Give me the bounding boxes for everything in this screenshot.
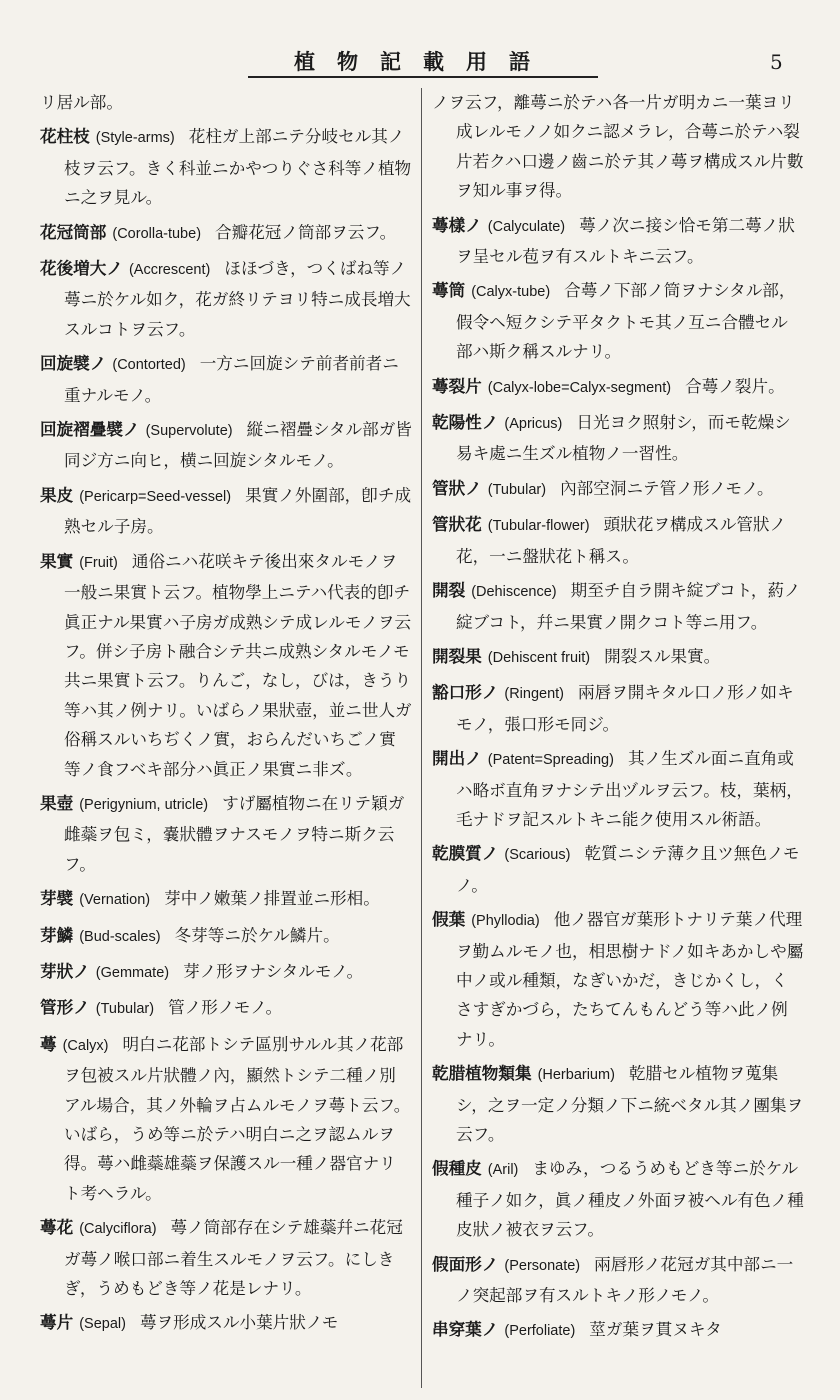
entry-term: 管狀花	[432, 514, 482, 535]
entry-definition: 蕚ノ次ニ接シ恰モ第二蕚ノ狀ヲ呈セル苞ヲ有スルトキニ云フ。	[456, 215, 795, 267]
entry-definition: 芽ノ形ヲナシタルモノ。	[183, 961, 364, 981]
entry-term: 假葉	[432, 909, 466, 930]
entry-term: 芽狀ノ	[40, 960, 90, 981]
glossary-entry	[432, 1059, 804, 1149]
entry-english: (Style-arms)	[95, 130, 175, 147]
entry-english: (Corolla-tube)	[112, 225, 202, 242]
entry-english: (Bud-scales)	[79, 928, 161, 945]
glossary-entry	[40, 993, 412, 1024]
entry-term: 乾腊植物類集	[432, 1063, 532, 1084]
page-number: 5	[770, 50, 783, 74]
entry-term: 蕚片	[40, 1312, 74, 1333]
entry-term: 管形ノ	[40, 997, 90, 1018]
entry-definition: ほほづき，つくばね等ノ蕚ニ於ケル如ク，花ガ終リテヨリ特ニ成長増大スルコトヲ云フ。	[64, 259, 411, 339]
entry-term: 開裂	[432, 580, 466, 601]
entry-term: 蕚筒	[432, 280, 466, 301]
entry-english: (Pericarp=Seed-vessel)	[79, 488, 232, 505]
entry-definition: 冬芽等ニ於ケル鱗片。	[174, 925, 340, 945]
entry-definition: 合蕚ノ下部ノ筒ヲナシタル部，假令ヘ短クシテ平タクトモ其ノ互ニ合體セル部ハ斯ク稱スルナリ。	[456, 281, 796, 362]
entry-term: 果實	[40, 550, 74, 571]
entry-term: 花柱枝	[40, 126, 90, 147]
entry-definition: 內部空洞ニテ管ノ形ノモノ。	[560, 478, 774, 498]
entry-term: 果壺	[40, 792, 74, 813]
glossary-entry	[432, 510, 804, 571]
entry-definition: 蕚ヲ形成スル小葉片狀ノモ	[139, 1313, 339, 1333]
entry-definition: 乾質ニシテ薄ク且ツ無色ノモノ。	[456, 844, 800, 895]
glossary-entry	[432, 839, 804, 900]
entry-term: 花冠筒部	[40, 221, 107, 242]
entry-term: 回旋褶疊襞ノ	[40, 419, 140, 440]
entry-english: (Patent=Spreading)	[487, 752, 614, 769]
glossary-entry	[40, 1030, 412, 1208]
glossary-entry	[40, 122, 412, 212]
entry-english: (Perfoliate)	[504, 1323, 576, 1340]
entry-english: (Herbarium)	[537, 1067, 615, 1084]
entry-english: (Fruit)	[79, 554, 118, 571]
entry-term: 花後増大ノ	[40, 258, 123, 279]
glossary-entry	[40, 254, 412, 344]
entry-term: 果皮	[40, 484, 74, 505]
entry-english: (Tubular-flower)	[487, 518, 590, 535]
entry-term: 開出ノ	[432, 748, 482, 769]
entry-definition: 兩唇ヲ開キタル口ノ形ノ如キモノ，張口形モ同ジ。	[456, 683, 794, 734]
entry-definition: 一方ニ回旋シテ前者前者ニ重ナルモノ。	[64, 354, 399, 405]
entry-definition: 他ノ器官ガ葉形トナリテ葉ノ代理ヲ勤ムルモノ也，相思樹ナドノ如キあかしや屬中ノ或ル種類，なぎいかだ，きじかくし，くさすぎかづら，たちてんもんどう等ハ此ノ例ナリ。	[456, 910, 804, 1049]
entry-definition: すげ屬植物ニ在リテ穎ガ雌蘂ヲ包ミ，嚢狀體ヲナスモノヲ特ニ斯ク云フ。	[64, 793, 405, 874]
glossary-entry	[40, 1213, 412, 1303]
header-rule	[248, 76, 598, 78]
entry-english: (Calyx)	[62, 1037, 109, 1054]
entry-definition: 期至チ自ラ開キ綻ブコト，葯ノ綻ブコト，幷ニ果實ノ開クコト等ニ用フ。	[456, 581, 801, 632]
entry-english: (Ringent)	[504, 686, 565, 703]
entry-english: (Dehiscent fruit)	[487, 649, 591, 666]
entry-term: 芽鱗	[40, 924, 74, 945]
entry-definition: リ居ル部。	[40, 93, 123, 112]
entry-english: (Contorted)	[112, 357, 186, 374]
entry-english: (Dehiscence)	[471, 584, 557, 601]
entry-definition: 乾腊セル植物ヲ蒐集シ，之ヲ一定ノ分類ノ下ニ統ベタル其ノ團集ヲ云フ。	[456, 1064, 804, 1144]
entry-definition: 通俗ニハ花咲キテ後出來タルモノヲ一般ニ果實ト云フ。植物學上ニテハ代表的卽チ眞正ナル果實ハ子房ガ成熟シテ成レルモノヲ云フ。併シ子房ト融合シテ共ニ成熟シタルモノモ共ニ果實ト云フ。りんご，なし，びは，きうり等ハ其ノ例ナリ。いばらノ果狀壺，並ニ世人ガ俗稱スルいちぢくノ實，おらんだいちごノ實等ノ食フベキ部分ハ眞正ノ果實ニ非ズ。	[64, 551, 412, 779]
glossary-entry	[40, 481, 412, 542]
entry-term: 蕚	[40, 1033, 57, 1054]
glossary-entry	[432, 211, 804, 272]
right-column	[432, 88, 804, 1352]
entry-definition: 頭狀花ヲ構成スル管狀ノ花，一ニ盤狀花ト稱ス。	[456, 515, 787, 566]
glossary-entry	[40, 957, 412, 988]
entry-term: 開裂果	[432, 645, 482, 666]
entry-definition: 芽中ノ嫩葉ノ排置並ニ形相。	[164, 889, 380, 909]
entry-definition: 管ノ形ノモノ。	[168, 998, 283, 1018]
entry-term: 蕚裂片	[432, 375, 482, 396]
entry-term: 乾膜質ノ	[432, 843, 499, 864]
entry-definition: 明白ニ花部トシテ區別サルル其ノ花部ヲ包被スル片狀體ノ內，顯然トシテ二種ノ別アル場合，其ノ外輪ヲ占ムルモノヲ蕚ト云フ。いばら，うめ等ニ於テハ明白ニ之ヲ認ムルヲ得。蕚ハ雌蘂雄蘂ヲ保護スル一種ノ器官ナリト考ヘラル。	[64, 1034, 411, 1203]
glossary-entry	[432, 576, 804, 637]
glossary-entry	[40, 789, 412, 879]
glossary-entry	[432, 372, 804, 403]
entry-definition: 蕚ノ筒部存在シテ雄蘂幷ニ花冠ガ蕚ノ喉口部ニ着生スルモノヲ云フ。にしきぎ，うめもどき等ノ花是レナリ。	[64, 1218, 403, 1299]
entry-term: 假種皮	[432, 1158, 482, 1179]
page-header	[248, 46, 598, 78]
glossary-entry	[432, 678, 804, 739]
entry-definition: 合蕚ノ裂片。	[685, 376, 785, 396]
entry-definition: ノヲ云フ，離蕚ニ於テハ各一片ガ明カニ一葉ヨリ成レルモノノ如クニ認メラレ，合蕚ニ於テハ裂片若クハ口邊ノ齒ニ於テ其ノ蕚ヲ構成スル片數ヲ知ル事ヲ得。	[432, 93, 804, 201]
entry-term: 蕚樣ノ	[432, 214, 482, 235]
entry-english: (Apricus)	[504, 416, 563, 433]
glossary-entry	[432, 88, 804, 206]
entry-english: (Calyculate)	[487, 218, 566, 235]
entry-definition: 兩唇形ノ花冠ガ其中部ニ一ノ突起部ヲ有スルトキノ形ノモノ。	[456, 1254, 794, 1306]
entry-english: (Sepal)	[79, 1316, 126, 1333]
entry-english: (Aril)	[487, 1162, 519, 1179]
glossary-entry	[432, 474, 804, 505]
entry-definition: 合瓣花冠ノ筒部ヲ云フ。	[215, 222, 397, 242]
entry-english: (Tubular)	[95, 1001, 155, 1018]
glossary-entry	[432, 408, 804, 469]
glossary-entry	[40, 547, 412, 784]
glossary-entry	[40, 88, 412, 117]
entry-term: 管狀ノ	[432, 477, 482, 498]
glossary-entry	[40, 1308, 412, 1339]
entry-english: (Personate)	[504, 1257, 581, 1274]
entry-definition: 日光ヨク照射シ，而モ乾燥シ易キ處ニ生ズル植物ノ一習性。	[456, 413, 791, 464]
glossary-entry	[432, 1154, 804, 1244]
glossary-entry	[432, 905, 804, 1054]
glossary-entry	[40, 349, 412, 410]
entry-english: (Gemmate)	[95, 964, 170, 981]
column-divider	[421, 88, 422, 1388]
entry-term: 串穿葉ノ	[432, 1319, 499, 1340]
entry-english: (Perigynium, utricle)	[79, 796, 209, 813]
entry-english: (Tubular)	[487, 481, 547, 498]
glossary-entry	[432, 1250, 804, 1311]
entry-english: (Supervolute)	[145, 423, 233, 440]
entry-english: (Calyx-tube)	[471, 284, 551, 301]
glossary-entry	[40, 218, 412, 249]
entry-term: 乾陽性ノ	[432, 412, 499, 433]
glossary-entry	[432, 642, 804, 673]
entry-definition: 花柱ガ上部ニテ分岐セル其ノ枝ヲ云フ。きく科並ニかやつりぐさ科等ノ植物ニ之ヲ見ル。	[64, 127, 412, 208]
entry-english: (Scarious)	[504, 847, 571, 864]
entry-term: 芽襞	[40, 888, 74, 909]
entry-english: (Vernation)	[79, 892, 151, 909]
entry-definition: 開裂スル果實。	[604, 646, 721, 666]
entry-term: 豁口形ノ	[432, 682, 499, 703]
entry-definition: 縦ニ褶疊シタル部ガ皆同ジ方ニ向ヒ，横ニ回旋シタルモノ。	[64, 420, 412, 471]
entry-definition: 莖ガ葉ヲ貫ヌキタ	[589, 1320, 722, 1340]
glossary-entry	[40, 921, 412, 952]
entry-definition: まゆみ，つるうめもどき等ニ於ケル種子ノ如ク，眞ノ種皮ノ外面ヲ被ヘル有色ノ種皮狀ノ被衣ヲ云フ。	[456, 1159, 804, 1240]
entry-english: (Calyx-lobe=Calyx-segment)	[487, 379, 672, 396]
entry-english: (Accrescent)	[128, 262, 211, 279]
left-column	[40, 88, 412, 1345]
page-title: 植物記載用語	[294, 49, 552, 74]
entry-term: 回旋襞ノ	[40, 353, 107, 374]
glossary-entry	[432, 744, 804, 834]
entry-term: 假面形ノ	[432, 1253, 499, 1274]
glossary-entry	[432, 1315, 804, 1346]
entry-english: (Calyciflora)	[79, 1221, 157, 1238]
entry-term: 蕚花	[40, 1217, 74, 1238]
entry-definition: 果實ノ外圍部，卽チ成熟セル子房。	[64, 485, 412, 537]
entry-english: (Phyllodia)	[471, 913, 540, 930]
entry-definition: 其ノ生ズル面ニ直角或ハ略ボ直角ヲナシテ出ヅルヲ云フ。枝，葉柄，毛ナドヲ記スルトキニ能ク使用スル術語。	[456, 749, 803, 829]
glossary-entry	[40, 884, 412, 915]
glossary-entry	[432, 276, 804, 366]
glossary-entry	[40, 415, 412, 476]
